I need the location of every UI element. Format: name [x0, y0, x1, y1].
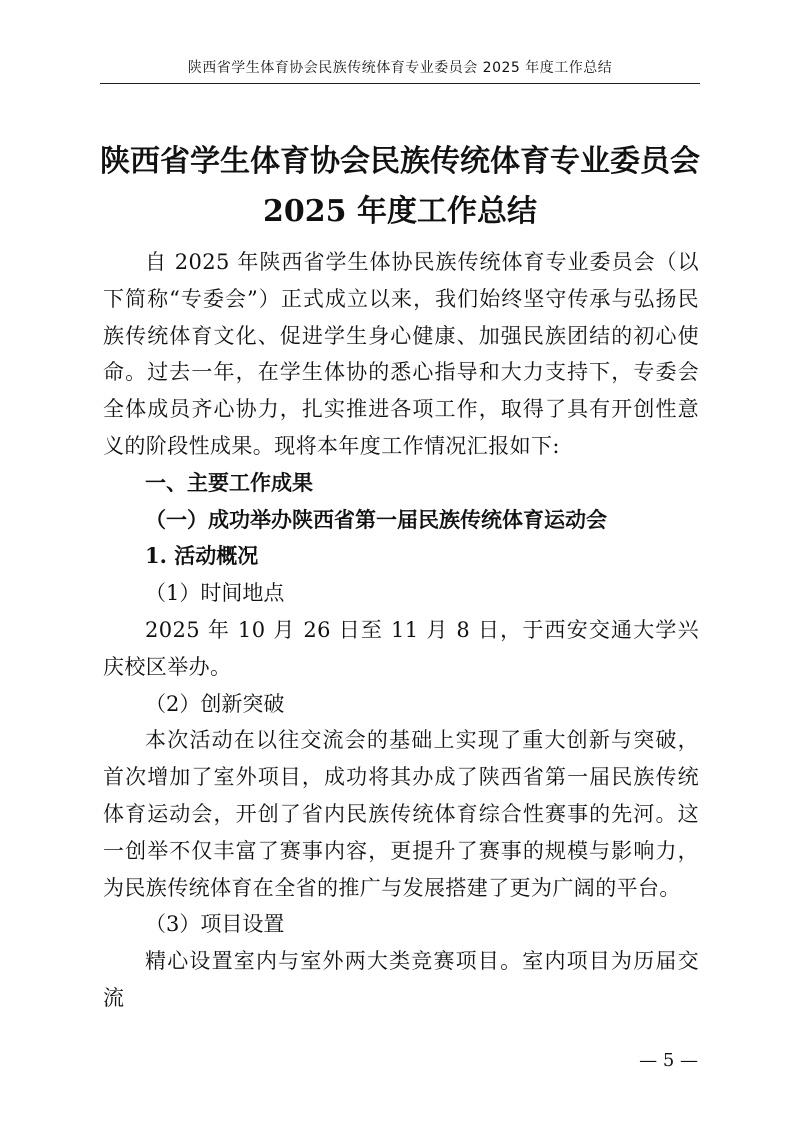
innovation-paragraph: 本次活动在以往交流会的基础上实现了重大创新与突破，首次增加了室外项目，成功将其办成了陕西省第一届民族传统体育运动会，开创了省内民族传统体育综合性赛事的先河。这一创举不仅丰富了赛事内容，更提升了赛事的规模与影响力，为民族传统体育在全省的推广与发展搭建了更为广阔的平台。 — [103, 728, 699, 900]
header-rule — [100, 83, 700, 84]
project-setup-paragraph: 精心设置室内与室外两大类竞赛项目。室内项目为历届交流 — [103, 949, 699, 1010]
item-heading: 1. 活动概况 — [145, 543, 259, 569]
running-header: 陕西省学生体育协会民族传统体育专业委员会 2025 年度工作总结 — [187, 60, 613, 76]
document-title-line-1: 陕西省学生体育协会民族传统体育专业委员会 — [100, 144, 700, 179]
subsection-heading: （一）成功举办陕西省第一届民族传统体育运动会 — [145, 506, 607, 532]
project-setup-heading: （3）项目设置 — [145, 912, 285, 937]
innovation-heading: （2）创新突破 — [145, 691, 285, 716]
page-number: — 5 — — [639, 1050, 698, 1071]
time-location-paragraph: 2025 年 10 月 26 日至 11 月 8 日，于西安交通大学兴庆校区举办。 — [103, 617, 699, 679]
document-title-line-2: 2025 年度工作总结 — [263, 194, 537, 229]
time-location-heading: （1）时间地点 — [145, 581, 285, 606]
document-body — [103, 244, 699, 1017]
intro-paragraph: 自 2025 年陕西省学生体协民族传统体育专业委员会（以下简称“专委会”）正式成立以来，我们始终坚守传承与弘扬民族传统体育文化、促进学生身心健康、加强民族团结的初心使命。过去一年，在学生体协的悉心指导和大力支持下，专委会全体成员齐心协力，扎实推进各项工作，取得了具有开创性意义的阶段性成果。现将本年度工作情况汇报如下: — [103, 250, 699, 458]
section-heading: 一、主要工作成果 — [145, 470, 313, 495]
